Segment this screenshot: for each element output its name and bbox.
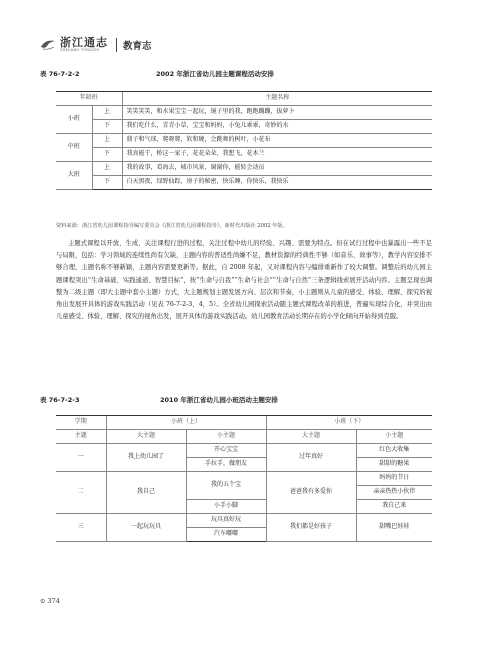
big-theme-cell: 一起玩玩具 bbox=[106, 514, 186, 542]
theme-cell: 笑笑笑笑，和水果宝宝一起玩，镜子里的我，跑跑蹦蹦，拔萝卜 bbox=[122, 106, 432, 120]
table1-number: 表 76-7-2-2 bbox=[40, 70, 80, 78]
table-header-row bbox=[56, 430, 432, 444]
theme-cell: 我真能干，桥这一家子，花花朵朵，我想飞，花木兰 bbox=[122, 148, 432, 162]
page-marker-icon: ⊙ bbox=[40, 597, 48, 605]
term1-header: 小班（上） bbox=[106, 416, 266, 430]
table-header-row bbox=[56, 416, 432, 430]
big-theme-cell: 爸爸我有多爱你 bbox=[266, 472, 356, 514]
small-theme-cell: 亲亲热热小伙伴 bbox=[356, 486, 432, 500]
big-theme-header: 大主题 bbox=[106, 430, 186, 444]
table-row bbox=[56, 176, 432, 190]
table1-title: 2002 年浙江省幼儿园主题课程活动安排 bbox=[156, 70, 274, 78]
group-number: 二 bbox=[56, 472, 106, 514]
small-theme-header: 小主题 bbox=[356, 430, 432, 444]
term-cell: 下 bbox=[92, 120, 122, 134]
small-theme-cell: 红色大收集 bbox=[356, 444, 432, 458]
page-number-value: 374 bbox=[47, 597, 60, 605]
big-theme-cell: 我上幼儿园了 bbox=[106, 444, 186, 472]
logo-subtitle: ZHEJIANG TONGZHI bbox=[60, 48, 100, 53]
big-theme-cell: 我们都是好孩子 bbox=[266, 514, 356, 542]
small-theme-cell: 玩具真好玩 bbox=[186, 514, 266, 528]
table-row bbox=[56, 444, 432, 458]
theme-cell: 我的故事，看海去，城市风景，谢谢你，能转会动员 bbox=[122, 162, 432, 176]
small-theme-cell: 汽车嘟嘟 bbox=[186, 528, 266, 542]
table-row bbox=[56, 472, 432, 486]
logo-title: 浙江通志 bbox=[60, 36, 108, 50]
big-theme-cell: 过年真好 bbox=[266, 444, 356, 472]
col-header-theme: 主题名称 bbox=[122, 92, 432, 106]
section-title: 教育志 bbox=[123, 41, 152, 52]
table2 bbox=[56, 415, 432, 542]
page-header bbox=[40, 34, 152, 56]
page-number bbox=[40, 597, 60, 605]
small-theme-cell: 甜甜的糖果 bbox=[356, 458, 432, 472]
group-number: 三 bbox=[56, 514, 106, 542]
table-row bbox=[56, 148, 432, 162]
small-theme-cell: 小手小脚 bbox=[186, 500, 266, 514]
table1 bbox=[56, 91, 432, 190]
body-text bbox=[56, 238, 432, 323]
col-header-grade: 年龄班 bbox=[56, 92, 122, 106]
table2-title: 2010 年浙江省幼儿园小班活动主题安排 bbox=[160, 396, 278, 404]
grade-cell: 大班 bbox=[56, 162, 92, 190]
table-header-row bbox=[56, 92, 432, 106]
theme-label: 主题 bbox=[56, 430, 106, 444]
theme-cell: 白天黑夜，绿野仙踪，房子的秘密，快乐睡，你快乐，我快乐 bbox=[122, 176, 432, 190]
grade-cell: 小班 bbox=[56, 106, 92, 134]
term-cell: 上 bbox=[92, 162, 122, 176]
small-theme-header: 小主题 bbox=[186, 430, 266, 444]
table1-source-note: 资料来源：浙江省幼儿园课程指导编写委员会《浙江省幼儿园课程指导》，新时代出版社 2002 年版。 bbox=[56, 223, 288, 229]
term2-header: 小班（下） bbox=[266, 416, 432, 430]
small-theme-cell: 手拉手，做朋友 bbox=[186, 458, 266, 472]
table-row bbox=[56, 106, 432, 120]
big-theme-header: 大主题 bbox=[266, 430, 356, 444]
table-row bbox=[56, 514, 432, 528]
small-theme-cell: 甜嘴巴娃娃 bbox=[356, 514, 432, 542]
term-label: 学期 bbox=[56, 416, 106, 430]
big-theme-cell: 我自己 bbox=[106, 472, 186, 514]
table-row bbox=[56, 134, 432, 148]
theme-cell: 鼎子和气球，爬呀爬，软和硬，会跳舞的树叶，小花布 bbox=[122, 134, 432, 148]
small-theme-cell: 开心宝宝 bbox=[186, 444, 266, 458]
header-divider bbox=[116, 38, 117, 52]
small-theme-cell: 我的五个宝 bbox=[186, 472, 266, 500]
logo bbox=[40, 37, 108, 53]
table2-number: 表 76-7-2-3 bbox=[40, 396, 80, 404]
theme-cell: 我们吃什么，青青小草，宝宝和妈妈，小兔儿乖乖，奇妙的水 bbox=[122, 120, 432, 134]
term-cell: 下 bbox=[92, 148, 122, 162]
logo-bird-icon bbox=[40, 38, 56, 52]
group-number: 一 bbox=[56, 444, 106, 472]
table-row bbox=[56, 120, 432, 134]
small-theme-cell: 我自己来 bbox=[356, 500, 432, 514]
term-cell: 上 bbox=[92, 134, 122, 148]
body-paragraph: 主题式课程以开放、生成、关注课程行进的过程，关注过程中幼儿的经验、兴趣、需要为特点。但在试行过程中也暴露出一些不足与局限，包括：学习领域的连续性尚有欠缺，主题内容的普适性尚嫌不足，教材资源的经典性不够（如音乐、故事等），教学内容安排不够合理，主题名称不够新颖，主题内容需要更新等。据此，自 2008 年起，又对课程内容与编排重新作了较大调整。调整后的幼儿园主题课程突出“生命基础、实践通道、智慧目标”，按“生命与自我”“生命与社会”“生命与自然”三条逻辑线索展开活动内容。主题呈现也调整为二级主题（即大主题中套小主题）方式，大主题规划主题发展方向、层次和节奏，小主题则从儿童的感受、体验、理解、探究的视角出发展开具体的游戏实践活动（见表 76-7-2-3，4，5）。全省幼儿园探索活动随主题式课程改革的推进，普遍实现综合化，并突出由儿童感受、体验、理解、探究的视角出发，展开具体的游戏实践活动。幼儿园教育活动长期存在的小学化倾向开始得到克服。 bbox=[56, 240, 432, 321]
small-theme-cell: 妈妈的节日 bbox=[356, 472, 432, 486]
term-cell: 上 bbox=[92, 106, 122, 120]
grade-cell: 中班 bbox=[56, 134, 92, 162]
table-row bbox=[56, 162, 432, 176]
term-cell: 下 bbox=[92, 176, 122, 190]
